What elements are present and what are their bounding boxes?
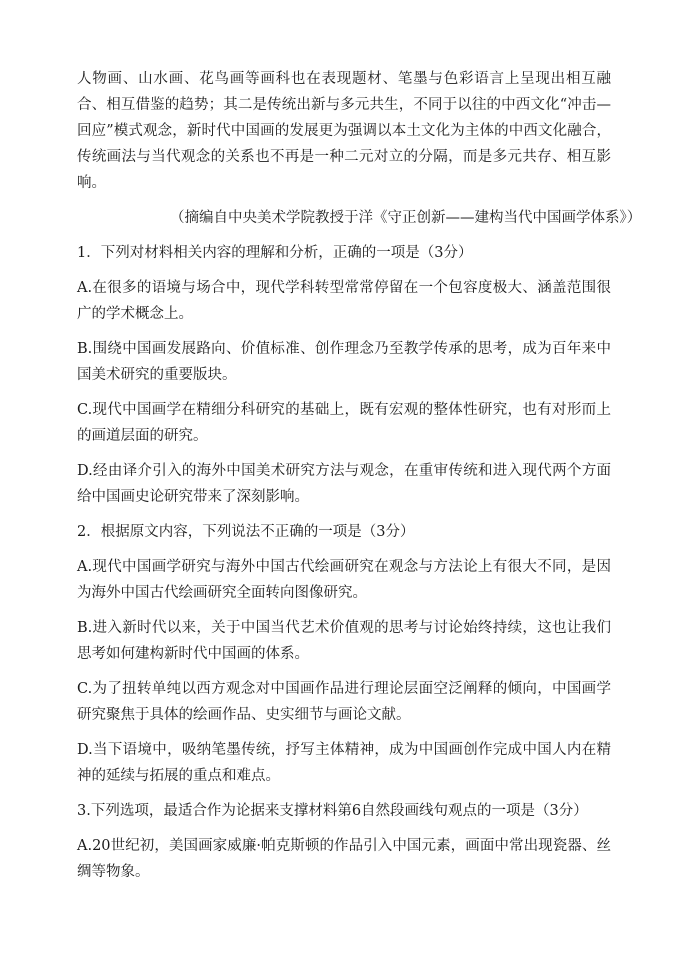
option-a: A.20世纪初，美国画家威廉·帕克斯顿的作品引入中国元素，画面中常出现瓷器、丝绸等物象。 [77, 838, 611, 880]
option-d: D.经由译介引入的海外中国美术研究方法与观念，在重审传统和进入现代两个方面给中国画史论研究带来了深刻影响。 [77, 463, 611, 505]
question-stem: 2．根据原文内容，下列说法不正确的一项是（3分） [77, 524, 415, 540]
passage-paragraph: 人物画、山水画、花鸟画等画科也在表现题材、笔墨与色彩语言上呈现出相互融合、相互借鉴的趋势；其二是传统出新与多元共生，不同于以往的中西文化“冲击—回应”模式观念，新时代中国画的发展更为强调以本土文化为主体的中西文化融合，传统画法与当代观念的关系也不再是一种二元对立的分隔，而是多元共存、相互影响。 [77, 71, 611, 191]
option-b: B.围绕中国画发展路向、价值标准、创作理念乃至教学传承的思考，成为百年来中国美术研究的重要版块。 [77, 341, 611, 383]
question-stem: 3.下列选项，最适合作为论据来支撑材料第6自然段画线句观点的一项是（3分） [77, 803, 588, 819]
question-3 [77, 798, 611, 885]
option-d: D.当下语境中，吸纳笔墨传统，抒写主体精神，成为中国画创作完成中国人内在精神的延续与拓展的重点和难点。 [77, 742, 611, 784]
question-1 [77, 240, 611, 510]
option-c: C.为了扭转单纯以西方观念对中国画作品进行理论层面空泛阐释的倾向，中国画学研究聚焦于具体的绘画作品、史实细节与画论文献。 [77, 681, 611, 723]
passage-source: （摘编自中央美术学院教授于洋《守正创新——建构当代中国画学体系》） [170, 210, 642, 226]
exam-page [77, 66, 642, 885]
option-c: C.现代中国画学在精细分科研究的基础上，既有宏观的整体性研究，也有对形而上的画道层面的研究。 [77, 402, 611, 444]
option-a: A.在很多的语境与场合中，现代学科转型常常停留在一个包容度极大、涵盖范围很广的学术概念上。 [77, 280, 611, 322]
option-a: A.现代中国画学研究与海外中国古代绘画研究在观念与方法论上有很大不同，是因为海外中国古代绘画研究全面转向图像研究。 [77, 559, 611, 601]
option-b: B.进入新时代以来，关于中国当代艺术价值观的思考与讨论始终持续，这也让我们思考如何建构新时代中国画的体系。 [77, 620, 611, 662]
question-stem: 1．下列对材料相关内容的理解和分析，正确的一项是（3分） [77, 245, 473, 261]
question-2 [77, 519, 611, 789]
